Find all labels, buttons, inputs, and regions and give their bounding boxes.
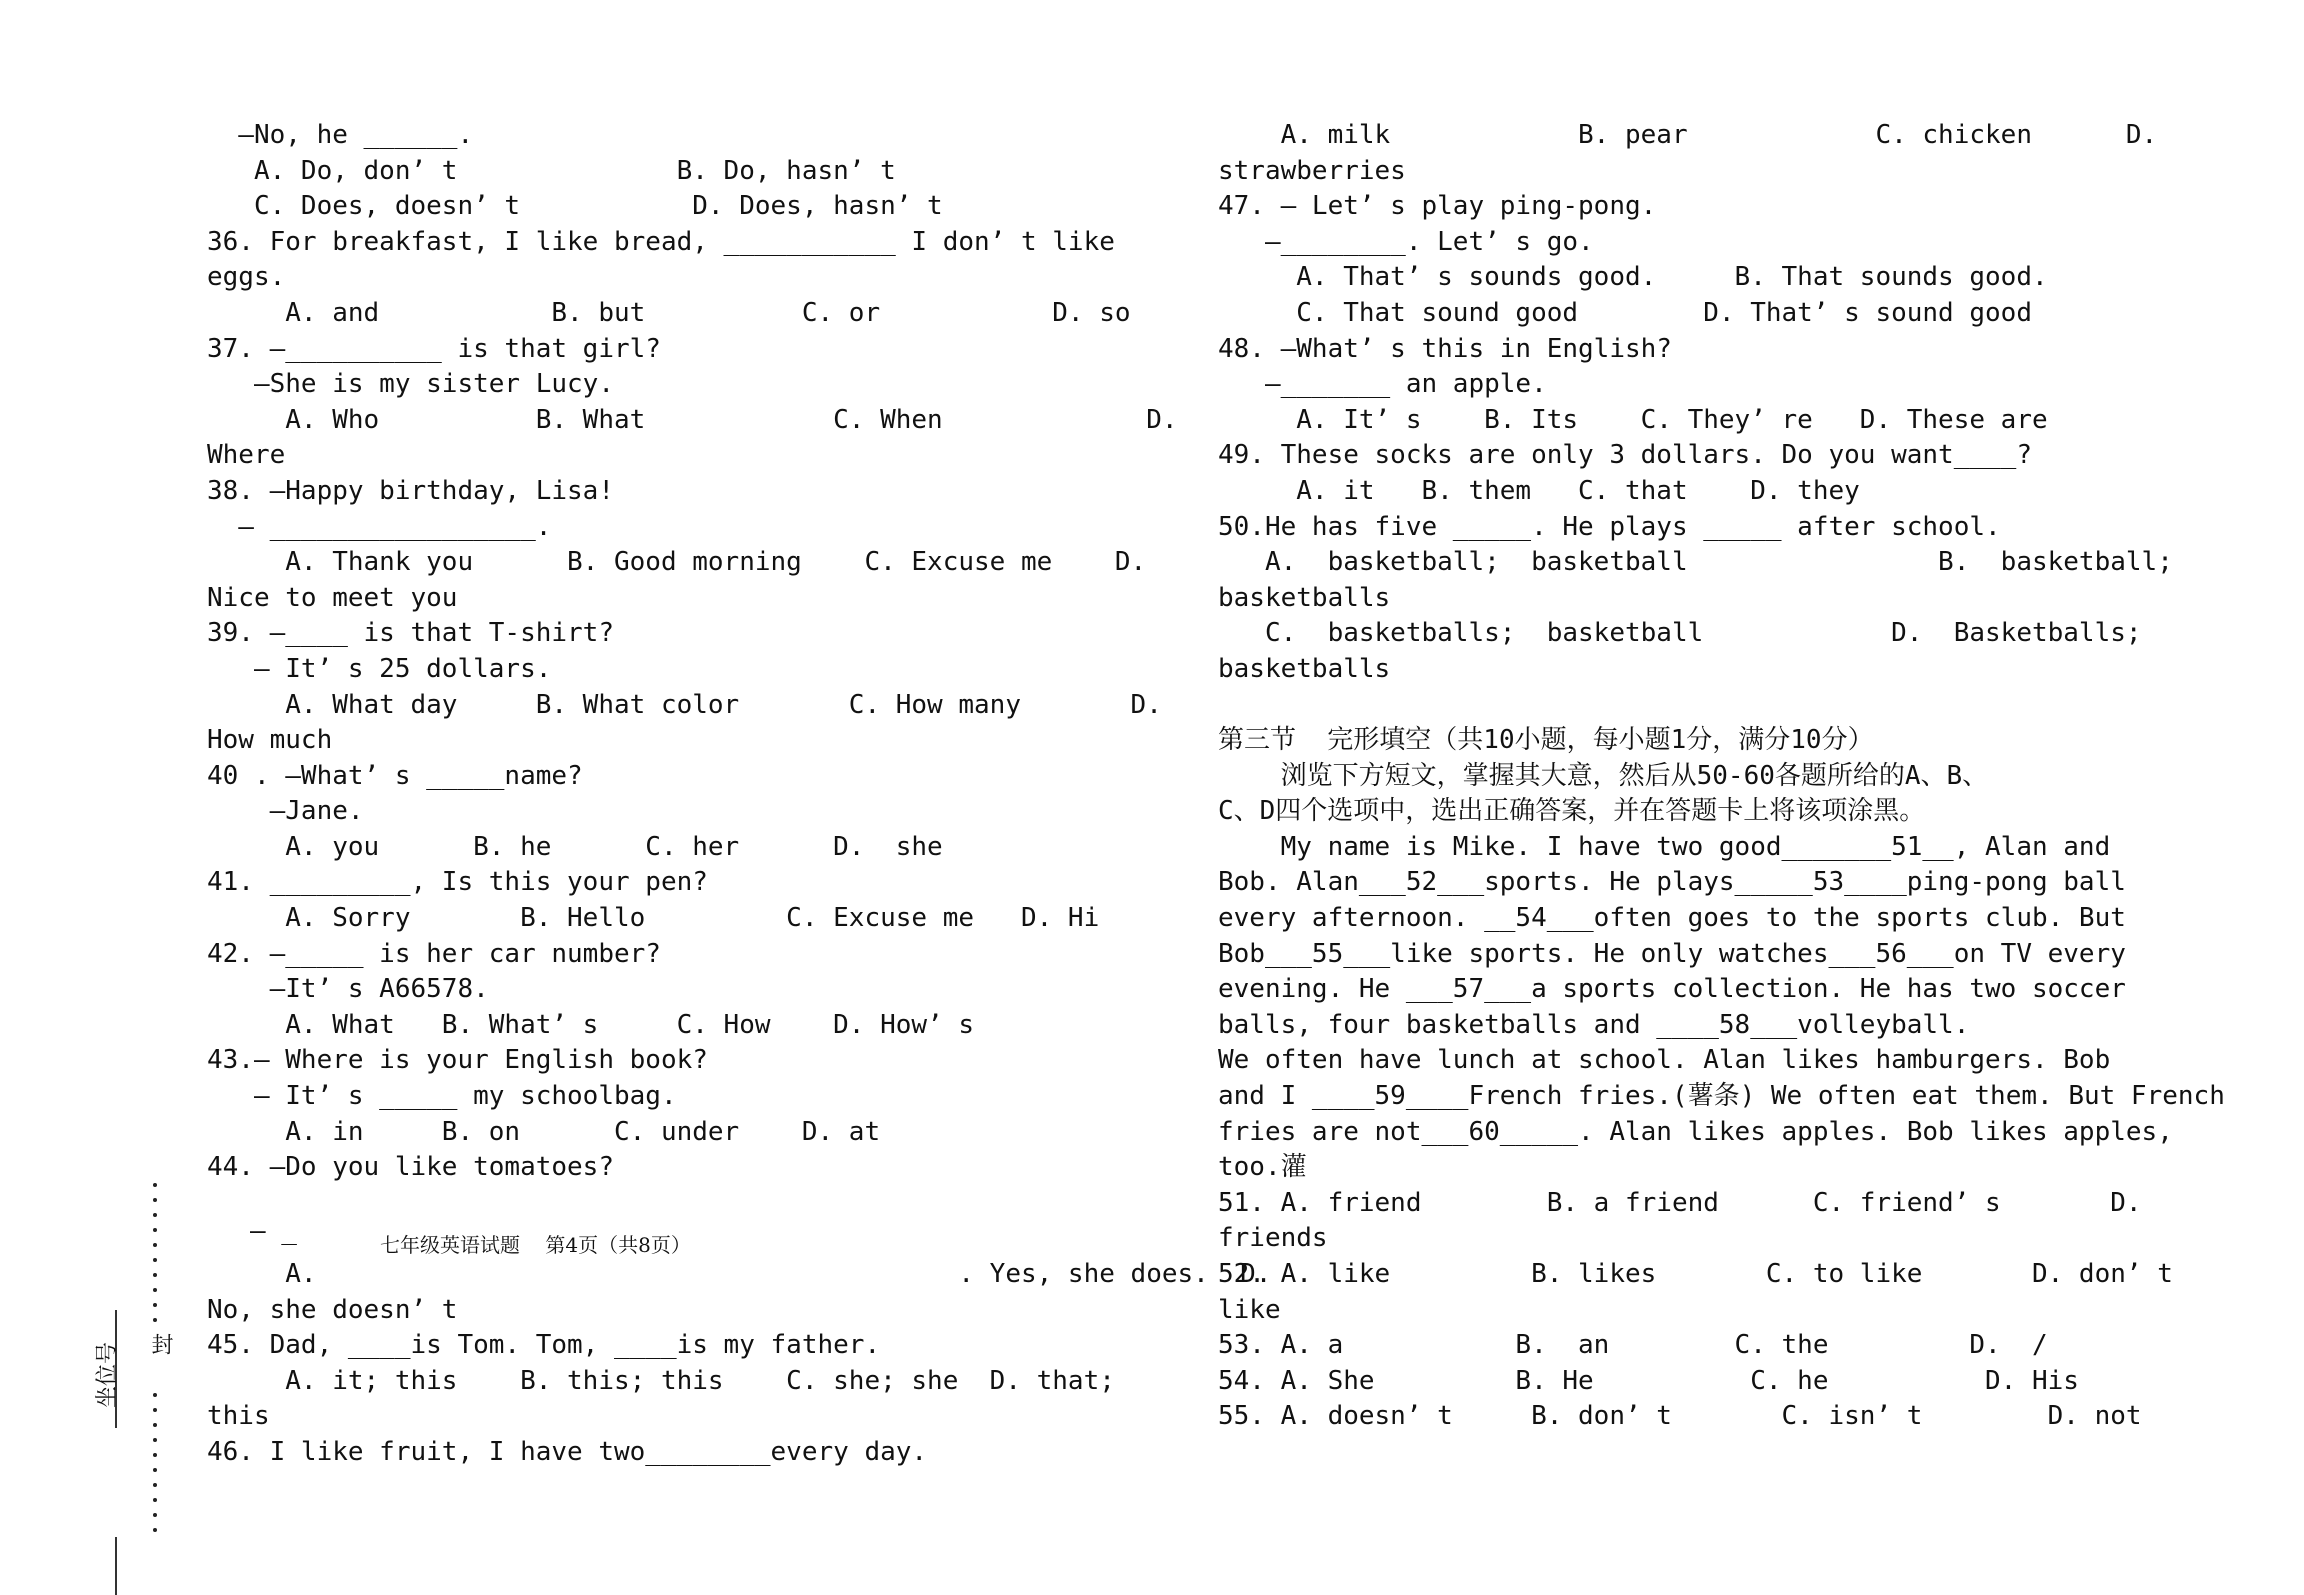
text-line: this xyxy=(207,1401,270,1432)
text-line: basketballs xyxy=(1218,582,1391,613)
text-line: Where xyxy=(207,440,286,471)
text-line: No, she doesn’ t xyxy=(207,1294,458,1325)
text-line: We often have lunch at school. Alan likes hamburgers. Bob xyxy=(1218,1045,2111,1076)
binding-dot xyxy=(153,1513,157,1517)
binding-dot xyxy=(153,1273,157,1277)
text-line: 55. A. doesn’ t B. don’ t C. isn’ t D. not xyxy=(1218,1401,2142,1432)
text-line: eggs. xyxy=(207,262,286,293)
seal-label: 封 xyxy=(148,1333,173,1355)
binding-dot xyxy=(153,1483,157,1487)
text-line: 42. —_____ is her car number? xyxy=(207,938,661,969)
text-line: and I ____59____French fries.(薯条) We often eat them. But French xyxy=(1218,1081,2225,1112)
text-line: —Jane. xyxy=(207,796,364,827)
text-line: — _________________. xyxy=(207,511,552,542)
text-line: —She is my sister Lucy. xyxy=(207,369,614,400)
text-line: 48. —What’ s this in English? xyxy=(1218,333,1672,364)
text-line: 第三节 完形填空（共10小题，每小题1分，满分10分） xyxy=(1218,725,1874,756)
binding-dots-bottom xyxy=(153,1393,159,1532)
binding-dot xyxy=(153,1243,157,1247)
binding-dot xyxy=(153,1453,157,1457)
text-line: C、D四个选项中，选出正确答案，并在答题卡上将该项涂黑。 xyxy=(1218,796,1926,827)
text-line: fries are not___60_____. Alan likes apples. Bob likes apples, xyxy=(1218,1116,2173,1147)
text-line: C. basketballs; basketball D. Basketballs; xyxy=(1218,618,2142,649)
text-line: 40 . —What’ s _____name? xyxy=(207,760,583,791)
text-line: 47. — Let’ s play ping-pong. xyxy=(1218,191,1657,222)
text-line: C. That sound good D. That’ s sound good xyxy=(1218,297,2032,328)
text-line: Nice to meet you xyxy=(207,582,458,613)
text-line: 52. A. like B. likes C. to like D. don’ t xyxy=(1218,1259,2173,1289)
text-line: 54. A. She B. He C. he D. His xyxy=(1218,1365,2079,1396)
text-line: A. you B. he C. her D. she xyxy=(207,831,943,862)
text-line: A. Who B. What C. When D. xyxy=(207,404,1178,435)
text-line: balls, four basketballs and ____58___volleyball. xyxy=(1218,1009,1970,1040)
text-line: 浏览下方短文，掌握其大意，然后从50-60各题所给的A、B、 xyxy=(1218,760,1989,791)
text-line: My name is Mike. I have two good_______51__, Alan and xyxy=(1218,831,2111,862)
text-line: 49. These socks are only 3 dollars. Do you want____? xyxy=(1218,440,2032,471)
text-line: —_______ an apple. xyxy=(1218,369,1547,400)
binding-dots-top xyxy=(153,1183,159,1322)
text-line: 51. A. friend B. a friend C. friend’ s D. xyxy=(1218,1187,2142,1218)
binding-dot xyxy=(153,1468,157,1472)
page-footer: 七年级英语试题 第4页（共8页） xyxy=(380,1233,691,1257)
binding-dot xyxy=(153,1228,157,1232)
binding-dot xyxy=(153,1528,157,1532)
text-line: basketballs xyxy=(1218,653,1391,684)
text-line: every afternoon. __54___often goes to the sports club. But xyxy=(1218,903,2126,934)
text-line: A. milk B. pear C. chicken D. xyxy=(1218,120,2158,150)
binding-dot xyxy=(153,1408,157,1412)
binding-dot xyxy=(153,1438,157,1442)
text-line: A. Sorry B. Hello C. Excuse me D. Hi xyxy=(207,903,1100,934)
binding-line-bottom xyxy=(115,1537,117,1595)
text-line: A. Do, don’ t B. Do, hasn’ t xyxy=(207,155,896,186)
text-line: A. and B. but C. or D. so xyxy=(207,297,1131,328)
text-line: A. in B. on C. under D. at xyxy=(207,1116,881,1147)
binding-dot xyxy=(153,1288,157,1292)
text-line: —________. Let’ s go. xyxy=(1218,226,1594,257)
binding-dot xyxy=(153,1213,157,1217)
text-line: evening. He ___57___a sports collection. He has two soccer xyxy=(1218,974,2126,1005)
text-line: A. Thank you B. Good morning C. Excuse me D. xyxy=(207,547,1147,578)
binding-dot xyxy=(153,1393,157,1397)
text-line: 50.He has five _____. He plays _____ after school. xyxy=(1218,511,2001,542)
binding-dot xyxy=(153,1318,157,1322)
text-line: A. What day B. What color C. How many D. xyxy=(207,689,1162,720)
text-line: —It’ s A66578. xyxy=(207,974,489,1005)
right-column xyxy=(1218,118,2258,1435)
text-line xyxy=(207,1186,1107,1222)
text-line: C. Does, doesn’ t D. Does, hasn’ t xyxy=(207,191,943,222)
binding-dot xyxy=(153,1303,157,1307)
text-line: A. basketball; basketball B. basketball; xyxy=(1218,547,2173,578)
text-line: Bob___55___like sports. He only watches___56___on TV every xyxy=(1218,938,2126,969)
text-line: A. . Yes, she does. D. xyxy=(207,1259,1272,1289)
text-line: 45. Dad, ____is Tom. Tom, ____is my father. xyxy=(207,1330,881,1361)
text-line: 38. —Happy birthday, Lisa! xyxy=(207,475,614,506)
text-line: A. What B. What’ s C. How D. How’ s xyxy=(207,1009,975,1040)
binding-dot xyxy=(153,1258,157,1262)
text-line: 46. I like fruit, I have two________every day. xyxy=(207,1436,928,1467)
text-line: — It’ s 25 dollars. xyxy=(207,653,552,684)
text-line: 36. For breakfast, I like bread, ___________ I don’ t like xyxy=(207,226,1115,257)
text-line: 44. —Do you like tomatoes? xyxy=(207,1152,614,1183)
text-line: Bob. Alan___52___sports. He plays_____53____ping-pong ball xyxy=(1218,867,2126,898)
text-line: 37. —__________ is that girl? xyxy=(207,333,661,364)
text-line: —No, he ______. xyxy=(207,120,474,150)
binding-dot xyxy=(153,1198,157,1202)
text-line: 41. _________, Is this your pen? xyxy=(207,867,708,898)
text-line: strawberries xyxy=(1218,155,1406,186)
seat-number-label: 坐位号 xyxy=(95,1341,120,1408)
text-line: A. it; this B. this; this C. she; she D. that; xyxy=(207,1365,1115,1396)
text-line: 53. A. a B. an C. the D. / xyxy=(1218,1330,2048,1361)
text-line: — It’ s _____ my schoolbag. xyxy=(207,1081,677,1112)
text-line: 43.— Where is your English book? xyxy=(207,1045,708,1076)
text-line xyxy=(1218,688,2258,724)
text-line: A. it B. them C. that D. they xyxy=(1218,475,1860,506)
text-line: friends xyxy=(1218,1223,1328,1254)
footer-dash: — _ xyxy=(250,1216,297,1246)
text-line: A. It’ s B. Its C. They’ re D. These are xyxy=(1218,404,2048,435)
binding-dot xyxy=(153,1423,157,1427)
text-line: too.灌 xyxy=(1218,1152,1307,1183)
binding-dot xyxy=(153,1498,157,1502)
text-line: How much xyxy=(207,725,333,756)
binding-dot xyxy=(153,1183,157,1187)
text-line: A. That’ s sounds good. B. That sounds good. xyxy=(1218,262,2048,293)
text-line: 39. —____ is that T-shirt? xyxy=(207,618,614,649)
text-line: like xyxy=(1218,1294,1281,1325)
